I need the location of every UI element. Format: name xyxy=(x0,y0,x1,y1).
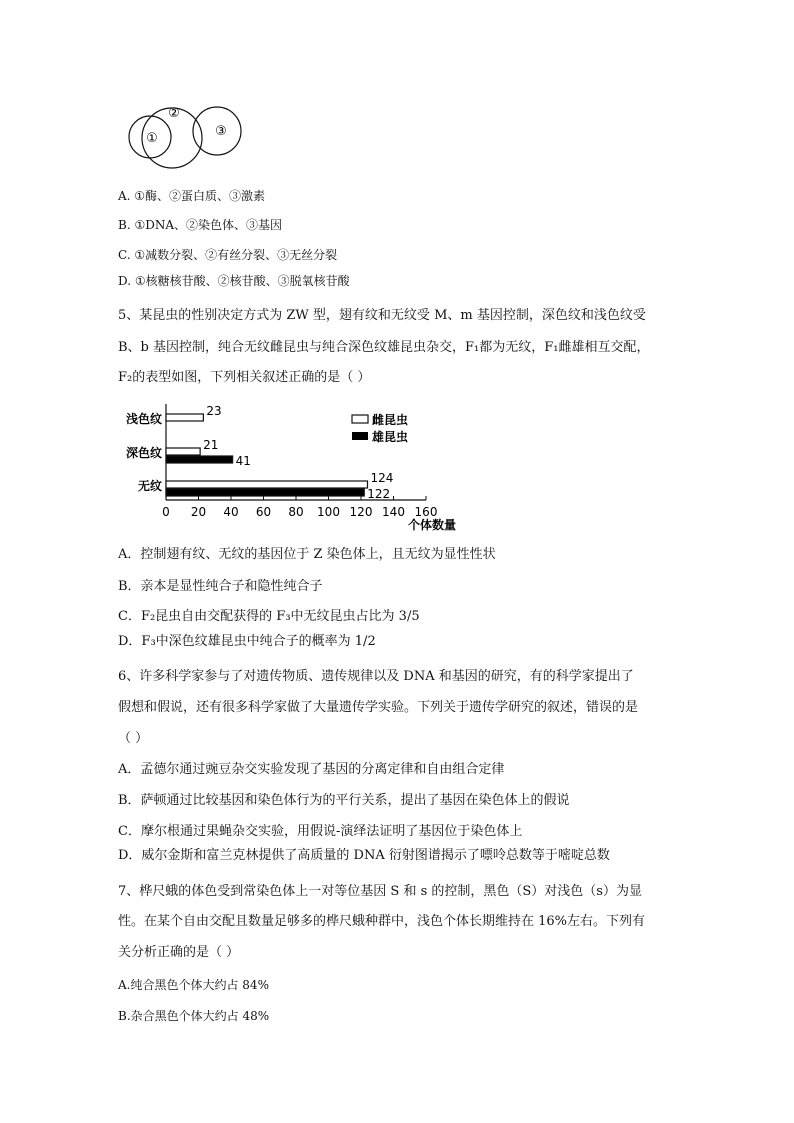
q7-stem-line-3: 关分析正确的是（ ） xyxy=(118,945,240,960)
q4-option-c: C. ①减数分裂、②有丝分裂、③无丝分裂 xyxy=(118,248,338,262)
venn-label-2: ② xyxy=(168,106,180,121)
q4-option-d: D. ①核糖核苷酸、②核苷酸、③脱氧核苷酸 xyxy=(118,274,350,288)
q6-option-a: A．孟德尔通过豌豆杂交实验发现了基因的分离定律和自由组合定律 xyxy=(118,762,505,777)
q5-option-b: B．亲本是显性纯合子和隐性纯合子 xyxy=(118,579,323,594)
q7-option-b: B.杂合黑色个体大约占 48% xyxy=(118,1009,270,1023)
q6-option-b: B．萨顿通过比较基因和染色体行为的平行关系，提出了基因在染色体上的假说 xyxy=(118,793,570,808)
bar-female xyxy=(166,414,203,421)
q5-option-a: A．控制翅有纹、无纹的基因位于 Z 染色体上，且无纹为显性性状 xyxy=(118,547,496,562)
q4-option-a: A. ①酶、②蛋白质、③激素 xyxy=(118,189,266,203)
bar-value-label: 41 xyxy=(235,454,251,468)
bar-female xyxy=(166,448,200,455)
category-label: 浅色纹 xyxy=(125,412,162,426)
x-tick-label: 60 xyxy=(255,505,272,519)
x-tick-label: 40 xyxy=(223,505,239,519)
x-tick-label: 80 xyxy=(288,505,304,519)
legend-male-label: 雄昆虫 xyxy=(372,430,409,444)
venn-label-1: ① xyxy=(146,131,158,146)
bar-value-label: 122 xyxy=(367,487,391,501)
q5-stem-line-1: 5、某昆虫的性别决定方式为 ZW 型，翅有纹和无纹受 M、m 基因控制，深色纹和浅色纹受 xyxy=(118,308,646,323)
chart-x-axis-label: 个体数量 xyxy=(408,518,457,532)
q5-stem-line-3: F₂的表型如图，下列相关叙述正确的是（ ） xyxy=(118,370,371,385)
bar-male xyxy=(166,456,233,463)
q7-stem-line-2: 性。在某个自由交配且数量足够多的桦尺蛾种群中，浅色个体长期维持在 16%左右。下列有 xyxy=(118,914,646,929)
f2-phenotype-chart xyxy=(118,396,468,536)
venn-label-3: ③ xyxy=(215,124,227,139)
category-label: 深色纹 xyxy=(125,446,162,460)
q6-option-c: C．摩尔根通过果蝇杂交实验，用假说-演绎法证明了基因位于染色体上 xyxy=(118,824,523,839)
bar-male xyxy=(166,489,364,496)
q5-option-c: C．F₂昆虫自由交配获得的 F₃中无纹昆虫占比为 3/5 xyxy=(118,609,420,624)
q5-stem-line-2: B、b 基因控制，纯合无纹雌昆虫与纯合深色纹雄昆虫杂交，F₁都为无纹，F₁雌雄相互交配， xyxy=(118,340,650,355)
x-tick-label: 140 xyxy=(382,505,405,519)
bar-value-label: 23 xyxy=(206,404,222,418)
legend-female-swatch xyxy=(352,415,368,423)
q6-option-d: D．威尔金斯和富兰克林提供了高质量的 DNA 衍射图谱揭示了嘌呤总数等于嘧啶总数 xyxy=(118,848,610,863)
q6-stem-line-2: 假想和假说，还有很多科学家做了大量遗传学实验。下列关于遗传学研究的叙述，错误的是 xyxy=(118,700,639,715)
q6-stem-line-1: 6、许多科学家参与了对遗传物质、遗传规律以及 DNA 和基因的研究，有的科学家提出了 xyxy=(118,669,634,684)
bar-value-label: 21 xyxy=(203,438,219,452)
q4-option-b: B. ①DNA、②染色体、③基因 xyxy=(118,218,282,232)
venn-diagram xyxy=(118,100,248,180)
x-tick-label: 100 xyxy=(317,505,340,519)
q6-stem-line-3: （ ） xyxy=(118,731,149,746)
x-tick-label: 120 xyxy=(349,505,373,519)
bar-value-label: 124 xyxy=(370,471,394,485)
legend-male-swatch xyxy=(352,432,368,440)
x-tick-label: 20 xyxy=(190,505,207,519)
q5-option-d: D．F₃中深色纹雄昆虫中纯合子的概率为 1/2 xyxy=(118,634,376,649)
bar-female xyxy=(166,481,368,488)
legend-female-label: 雌昆虫 xyxy=(372,413,409,427)
x-tick-label: 0 xyxy=(162,505,170,519)
x-tick-label: 160 xyxy=(414,505,438,519)
q7-stem-line-1: 7、桦尺蛾的体色受到常染色体上一对等位基因 S 和 s 的控制，黑色（S）对浅色（s）为显 xyxy=(118,884,642,899)
q7-option-a: A.纯合黑色个体大约占 84% xyxy=(118,978,269,992)
category-label: 无纹 xyxy=(137,479,162,493)
